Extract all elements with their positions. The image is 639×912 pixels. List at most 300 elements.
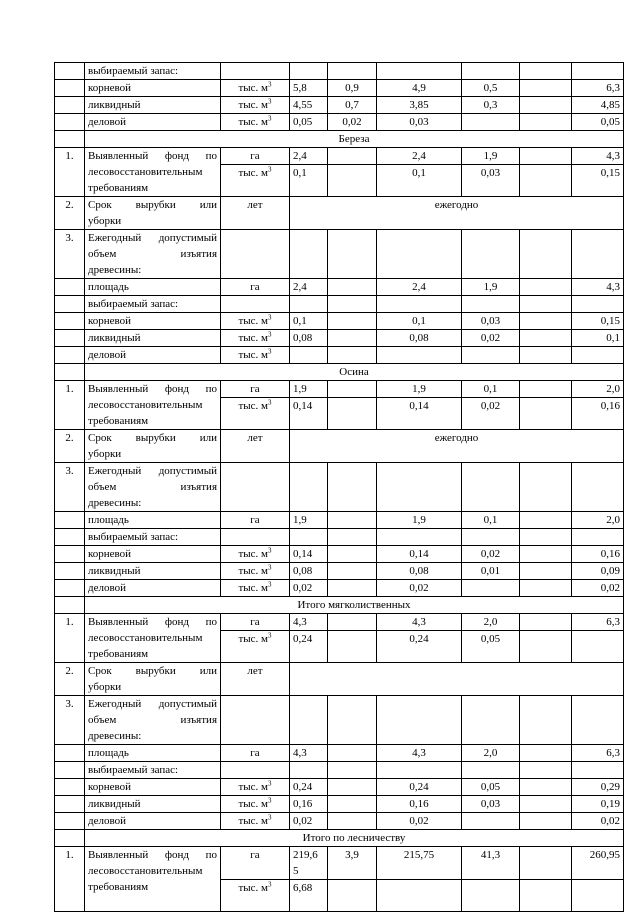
row-number-cell [55, 296, 85, 313]
table-row [55, 663, 624, 696]
row-label: корневой [85, 313, 221, 330]
row-label: ликвидный [85, 563, 221, 580]
value-cell: 4,3 [290, 745, 328, 762]
value-cell: 0,02 [572, 580, 624, 597]
value-cell: 2,0 [462, 745, 520, 762]
value-cell [520, 463, 572, 512]
value-cell [462, 529, 520, 546]
value-cell [462, 762, 520, 779]
value-cell [520, 313, 572, 330]
row-label: Срок вырубки или уборки [85, 430, 221, 463]
unit-cell: га [221, 512, 290, 529]
table-row [55, 97, 624, 114]
value-cell [572, 529, 624, 546]
value-cell [328, 614, 377, 631]
justified-line: Ежегодный допустимый [88, 698, 217, 710]
table-row [55, 114, 624, 131]
value-cell [328, 563, 377, 580]
value-cell [328, 631, 377, 663]
value-cell: 4,3 [572, 148, 624, 165]
row-number-cell [55, 313, 85, 330]
value-cell: 0,29 [572, 779, 624, 796]
section-row [55, 830, 624, 847]
unit-cell: тыс. $м^3$ [221, 580, 290, 597]
value-cell: 0,08 [377, 563, 462, 580]
value-cell [328, 779, 377, 796]
row-number-cell [55, 347, 85, 364]
row-number: 2. [55, 197, 85, 230]
value-cell [520, 580, 572, 597]
table-row [55, 80, 624, 97]
value-cell [377, 880, 462, 912]
row-number-cell [55, 279, 85, 296]
justified-line: Выявленный фонд по [88, 150, 217, 162]
value-cell [462, 813, 520, 830]
value-cell: 6,3 [572, 80, 624, 97]
row-label: выбираемый запас: [85, 762, 221, 779]
value-cell [328, 813, 377, 830]
value-cell [328, 546, 377, 563]
value-cell [520, 614, 572, 631]
unit-cell: тыс. $м^3$ [221, 880, 290, 912]
table-row [55, 847, 624, 880]
term-value: ежегодно [290, 197, 624, 230]
value-cell [520, 230, 572, 279]
value-cell [328, 165, 377, 197]
value-cell [520, 696, 572, 745]
section-row [55, 364, 624, 381]
row-label: корневой [85, 80, 221, 97]
value-cell: 0,24 [377, 779, 462, 796]
row-label: площадь [85, 745, 221, 762]
row-label: выбираемый запас: [85, 529, 221, 546]
value-cell: 0,14 [377, 546, 462, 563]
value-cell: 0,16 [572, 546, 624, 563]
value-cell [377, 529, 462, 546]
row-number: 2. [55, 430, 85, 463]
unit-cell [221, 529, 290, 546]
value-cell: 0,16 [572, 398, 624, 430]
value-cell: 0,02 [290, 813, 328, 830]
justified-line: объем изъятия [88, 248, 217, 260]
value-cell [572, 696, 624, 745]
table-row [55, 696, 624, 745]
value-cell [520, 381, 572, 398]
row-label: ликвидный [85, 330, 221, 347]
table-row [55, 512, 624, 529]
value-cell: 1,9 [462, 148, 520, 165]
value-cell [520, 745, 572, 762]
unit-cell [221, 696, 290, 745]
value-cell [328, 463, 377, 512]
term-value: ежегодно [290, 430, 624, 463]
table-row [55, 546, 624, 563]
value-cell: 2,0 [462, 614, 520, 631]
row-number-cell [55, 364, 85, 381]
row-label: Срок вырубки или уборки [85, 197, 221, 230]
unit-cell: тыс. $м^3$ [221, 779, 290, 796]
unit-cell: тыс. $м^3$ [221, 165, 290, 197]
section-row [55, 597, 624, 614]
row-number-cell [55, 546, 85, 563]
row-number-cell [55, 597, 85, 614]
value-cell: 4,3 [377, 745, 462, 762]
row-label: Срок вырубки или уборки [85, 663, 221, 696]
value-cell [520, 296, 572, 313]
value-cell: 0,1 [572, 330, 624, 347]
unit-cell [221, 463, 290, 512]
value-cell [328, 296, 377, 313]
value-cell [328, 512, 377, 529]
row-number: 3. [55, 696, 85, 745]
value-cell: 1,9 [377, 512, 462, 529]
value-cell [520, 330, 572, 347]
row-number: 1. [55, 148, 85, 197]
row-number: 3. [55, 463, 85, 512]
value-cell [520, 546, 572, 563]
row-label: деловой [85, 813, 221, 830]
value-cell: 0,1 [290, 165, 328, 197]
value-cell [328, 745, 377, 762]
value-cell [572, 230, 624, 279]
value-cell: 0,01 [462, 563, 520, 580]
row-number: 2. [55, 663, 85, 696]
value-cell [462, 880, 520, 912]
unit-cell [221, 762, 290, 779]
value-cell: 0,02 [462, 330, 520, 347]
term-value [290, 663, 624, 696]
unit-superscript: 3 [268, 779, 272, 788]
value-cell: 0,08 [290, 563, 328, 580]
value-cell: 0,02 [377, 580, 462, 597]
value-cell: 0,7 [328, 97, 377, 114]
row-number-cell [55, 762, 85, 779]
justified-line: объем изъятия [88, 481, 217, 493]
value-cell: 0,14 [290, 546, 328, 563]
row-number-cell [55, 563, 85, 580]
unit-cell: тыс. $м^3$ [221, 796, 290, 813]
value-cell: 4,85 [572, 97, 624, 114]
section-title: Осина [85, 364, 624, 381]
value-cell: 0,24 [290, 631, 328, 663]
value-cell: 4,3 [377, 614, 462, 631]
row-number: 1. [55, 614, 85, 663]
table-row [55, 580, 624, 597]
value-cell: 0,1 [462, 381, 520, 398]
value-cell: 0,02 [462, 398, 520, 430]
section-title: Итого мягколиственных [85, 597, 624, 614]
unit-cell: тыс. $м^3$ [221, 813, 290, 830]
value-cell: 0,19 [572, 796, 624, 813]
value-cell [520, 512, 572, 529]
value-cell: 2,0 [572, 512, 624, 529]
value-cell [290, 529, 328, 546]
unit-superscript: 3 [268, 796, 272, 805]
value-cell: 0,03 [377, 114, 462, 131]
value-cell [520, 762, 572, 779]
value-cell [520, 279, 572, 296]
value-cell [520, 813, 572, 830]
value-cell: 0,05 [462, 779, 520, 796]
value-cell [572, 463, 624, 512]
value-cell: 4,55 [290, 97, 328, 114]
value-cell: 219,6 5 [290, 847, 328, 880]
unit-superscript: 3 [268, 880, 272, 889]
value-cell [328, 330, 377, 347]
unit-cell: тыс. $м^3$ [221, 313, 290, 330]
value-cell [328, 580, 377, 597]
value-cell [462, 696, 520, 745]
unit-cell: лет [221, 663, 290, 696]
unit-cell: тыс. $м^3$ [221, 114, 290, 131]
value-cell [520, 97, 572, 114]
table-row [55, 148, 624, 165]
value-cell: 2,4 [377, 148, 462, 165]
value-cell [462, 347, 520, 364]
value-cell: 215,75 [377, 847, 462, 880]
row-number-cell [55, 796, 85, 813]
unit-cell: тыс. $м^3$ [221, 80, 290, 97]
value-cell [520, 631, 572, 663]
value-cell: 0,15 [572, 313, 624, 330]
row-label: Ежегодный допустимый объем изъятия древесины: [85, 696, 221, 745]
value-cell [520, 398, 572, 430]
value-cell: 0,03 [462, 796, 520, 813]
value-cell [328, 148, 377, 165]
row-number-cell [55, 114, 85, 131]
value-cell [328, 230, 377, 279]
unit-superscript: 3 [268, 165, 272, 174]
value-cell: 1,9 [462, 279, 520, 296]
value-cell: 0,16 [290, 796, 328, 813]
row-label: деловой [85, 347, 221, 364]
value-cell [520, 796, 572, 813]
table-row [55, 381, 624, 398]
row-label: ликвидный [85, 796, 221, 813]
value-cell [520, 63, 572, 80]
value-cell [520, 165, 572, 197]
table-row [55, 197, 624, 230]
value-cell [290, 347, 328, 364]
row-label: Выявленный фонд по лесовосстановительным требованиям [85, 148, 221, 197]
unit-superscript: 3 [268, 313, 272, 322]
justified-line: Ежегодный допустимый [88, 232, 217, 244]
value-cell: 0,9 [328, 80, 377, 97]
value-cell: 41,3 [462, 847, 520, 880]
value-cell [290, 296, 328, 313]
table-row [55, 796, 624, 813]
row-label: корневой [85, 546, 221, 563]
value-cell [328, 762, 377, 779]
value-cell: 0,1 [462, 512, 520, 529]
value-cell: 0,14 [290, 398, 328, 430]
unit-superscript: 3 [268, 330, 272, 339]
value-cell: 0,02 [377, 813, 462, 830]
row-number: 1. [55, 847, 85, 912]
value-cell: 260,95 [572, 847, 624, 880]
value-cell [377, 296, 462, 313]
value-cell: 0,05 [290, 114, 328, 131]
unit-cell: тыс. $м^3$ [221, 563, 290, 580]
unit-superscript: 3 [268, 546, 272, 555]
value-cell: 0,15 [572, 165, 624, 197]
value-cell: 6,3 [572, 614, 624, 631]
value-cell [462, 580, 520, 597]
value-cell [572, 631, 624, 663]
value-cell [520, 529, 572, 546]
value-cell [328, 279, 377, 296]
forest-fund-table [54, 62, 624, 912]
unit-superscript: 3 [268, 631, 272, 640]
value-cell [572, 63, 624, 80]
value-cell: 0,03 [462, 313, 520, 330]
row-number-cell [55, 779, 85, 796]
value-cell [520, 148, 572, 165]
unit-cell: тыс. $м^3$ [221, 97, 290, 114]
value-cell [572, 762, 624, 779]
value-cell [377, 463, 462, 512]
value-cell [328, 529, 377, 546]
value-cell: 4,3 [290, 614, 328, 631]
value-cell: 4,9 [377, 80, 462, 97]
row-number: 3. [55, 230, 85, 279]
unit-superscript: 3 [268, 347, 272, 356]
value-cell: 1,9 [290, 512, 328, 529]
value-cell [377, 696, 462, 745]
value-cell [328, 796, 377, 813]
unit-superscript: 3 [268, 114, 272, 123]
row-number-cell [55, 80, 85, 97]
unit-cell: тыс. $м^3$ [221, 347, 290, 364]
value-cell: 1,9 [377, 381, 462, 398]
unit-cell: га [221, 148, 290, 165]
row-number-cell [55, 131, 85, 148]
row-number-cell [55, 813, 85, 830]
table-row [55, 614, 624, 631]
justified-line: Ежегодный допустимый [88, 465, 217, 477]
unit-cell: га [221, 381, 290, 398]
table-row [55, 313, 624, 330]
row-number-cell [55, 63, 85, 80]
value-cell: 0,02 [572, 813, 624, 830]
table-row [55, 762, 624, 779]
value-cell: 0,03 [462, 165, 520, 197]
unit-cell: тыс. $м^3$ [221, 546, 290, 563]
value-cell [328, 63, 377, 80]
value-cell: 0,08 [377, 330, 462, 347]
value-cell: 0,05 [462, 631, 520, 663]
unit-cell [221, 63, 290, 80]
unit-cell: га [221, 614, 290, 631]
value-cell: 6,68 [290, 880, 328, 912]
value-cell [520, 114, 572, 131]
unit-cell: лет [221, 197, 290, 230]
unit-cell [221, 296, 290, 313]
justified-line: Срок вырубки или [88, 199, 217, 211]
row-label: площадь [85, 279, 221, 296]
row-label: выбираемый запас: [85, 296, 221, 313]
value-cell: 0,5 [462, 80, 520, 97]
value-cell [290, 230, 328, 279]
row-label: Ежегодный допустимый объем изъятия древесины: [85, 463, 221, 512]
value-cell [462, 230, 520, 279]
unit-superscript: 3 [268, 97, 272, 106]
row-label: площадь [85, 512, 221, 529]
value-cell [462, 114, 520, 131]
value-cell: 2,4 [290, 279, 328, 296]
unit-cell: га [221, 847, 290, 880]
value-cell [328, 696, 377, 745]
value-cell: 0,02 [290, 580, 328, 597]
value-cell [377, 230, 462, 279]
value-cell: 0,09 [572, 563, 624, 580]
unit-cell: га [221, 279, 290, 296]
table-row [55, 279, 624, 296]
table-row [55, 347, 624, 364]
justified-line: Срок вырубки или [88, 665, 217, 677]
value-cell [520, 563, 572, 580]
justified-line: объем изъятия [88, 714, 217, 726]
value-cell: 0,02 [462, 546, 520, 563]
table-row [55, 296, 624, 313]
justified-line: Выявленный фонд по [88, 849, 217, 861]
unit-superscript: 3 [268, 398, 272, 407]
unit-superscript: 3 [268, 80, 272, 89]
unit-superscript: 3 [268, 813, 272, 822]
row-number-cell [55, 830, 85, 847]
unit-superscript: 3 [268, 580, 272, 589]
table-row [55, 779, 624, 796]
table-row [55, 563, 624, 580]
row-number-cell [55, 512, 85, 529]
unit-cell: лет [221, 430, 290, 463]
table-row [55, 529, 624, 546]
table-row [55, 463, 624, 512]
value-cell [377, 347, 462, 364]
value-cell: 0,02 [328, 114, 377, 131]
table-row [55, 813, 624, 830]
row-label: ликвидный [85, 97, 221, 114]
row-label: Ежегодный допустимый объем изъятия древесины: [85, 230, 221, 279]
value-cell: 5,8 [290, 80, 328, 97]
value-cell [328, 347, 377, 364]
unit-cell: тыс. $м^3$ [221, 398, 290, 430]
value-cell: 0,1 [290, 313, 328, 330]
value-cell: 0,14 [377, 398, 462, 430]
row-number: 1. [55, 381, 85, 430]
value-cell: 6,3 [572, 745, 624, 762]
unit-cell: тыс. $м^3$ [221, 330, 290, 347]
value-cell [290, 463, 328, 512]
table-row [55, 745, 624, 762]
value-cell [520, 779, 572, 796]
value-cell [328, 880, 377, 912]
value-cell [462, 296, 520, 313]
value-cell: 2,4 [290, 148, 328, 165]
row-label: выбираемый запас: [85, 63, 221, 80]
unit-cell: га [221, 745, 290, 762]
unit-cell: тыс. $м^3$ [221, 631, 290, 663]
value-cell [328, 313, 377, 330]
value-cell [377, 63, 462, 80]
value-cell [377, 762, 462, 779]
row-label: корневой [85, 779, 221, 796]
unit-cell [221, 230, 290, 279]
value-cell [462, 463, 520, 512]
justified-line: Срок вырубки или [88, 432, 217, 444]
value-cell [290, 762, 328, 779]
row-number-cell [55, 580, 85, 597]
